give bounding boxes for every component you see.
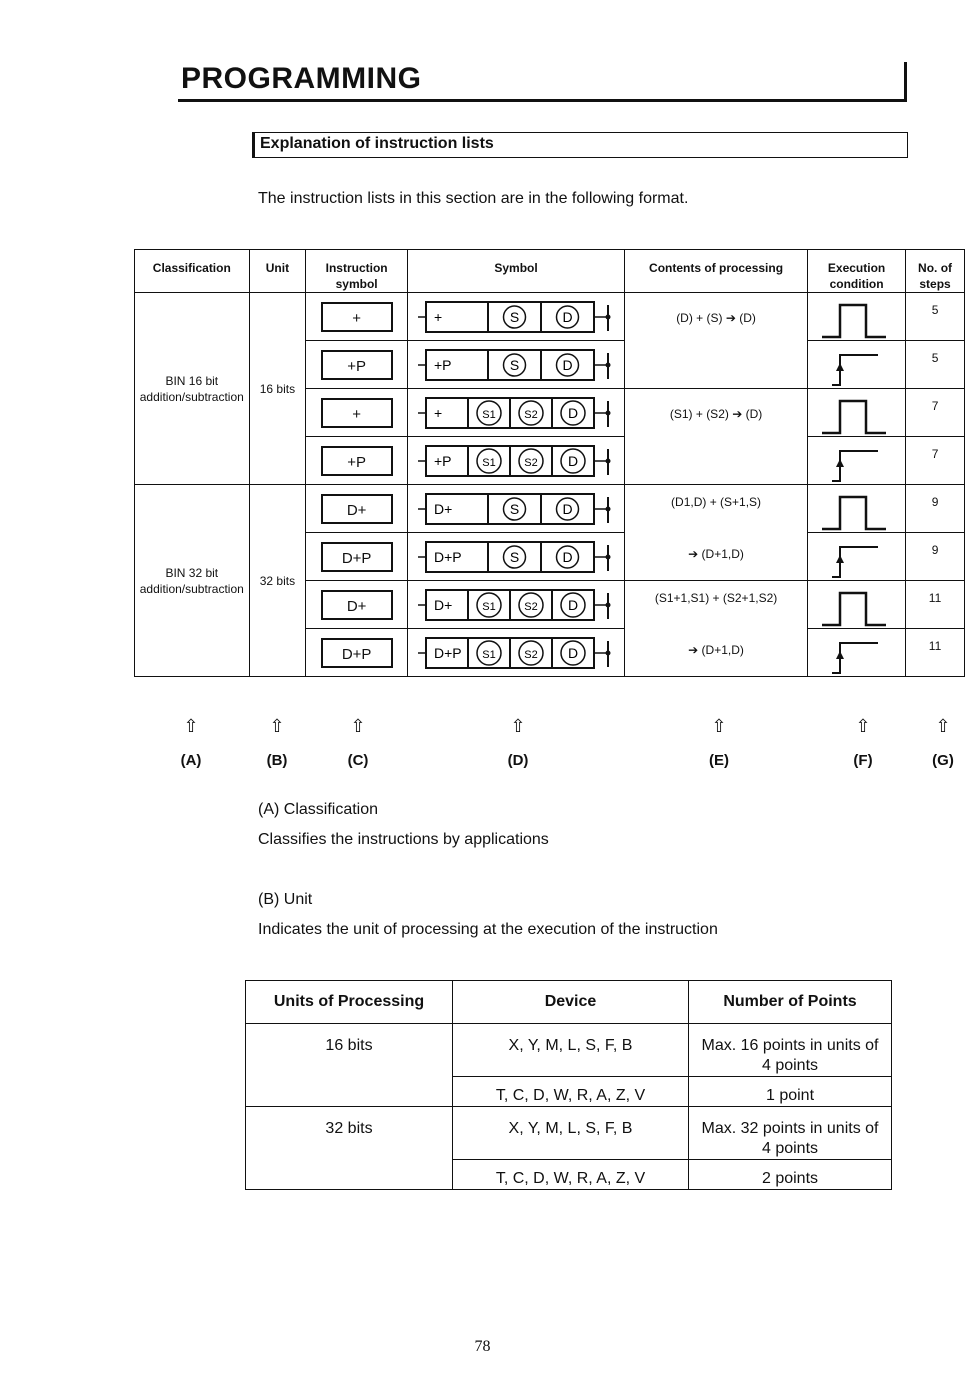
- points-cell: 1 point: [689, 1077, 892, 1107]
- header-unit: Unit: [249, 250, 306, 293]
- symbol-cell: [408, 581, 625, 629]
- rising-edge-icon: [808, 437, 905, 484]
- steps-cell: 7: [906, 389, 965, 437]
- instruction-format-table: [134, 249, 965, 677]
- table-row: [135, 485, 965, 533]
- points-cell: Max. 32 points in units of 4 points: [689, 1107, 892, 1160]
- steps-cell: 5: [906, 293, 965, 341]
- column-label: (F): [853, 752, 873, 769]
- ladder-symbol: [408, 437, 624, 484]
- units-header-points: Number of Points: [689, 981, 892, 1024]
- ladder-symbol: [408, 389, 624, 436]
- contents-cell: (D) + (S) ➔ (D): [625, 293, 808, 389]
- table-row: [246, 1107, 892, 1160]
- symbol-cell: [408, 629, 625, 677]
- device-cell: X, Y, M, L, S, F, B: [453, 1107, 689, 1160]
- contents-cell: (D1,D) + (S+1,S): [625, 485, 808, 533]
- device-cell: T, C, D, W, R, A, Z, V: [453, 1077, 689, 1107]
- steps-cell: 11: [906, 581, 965, 629]
- ladder-symbol: [408, 581, 624, 628]
- explanation-a-text: Classifies the instructions by applications: [258, 831, 549, 848]
- symbol-cell: [408, 437, 625, 485]
- page-title: PROGRAMMING: [181, 62, 422, 95]
- operand-label: S: [509, 501, 520, 517]
- header-classification: Classification: [135, 250, 250, 293]
- symbol-op: D+: [434, 501, 453, 517]
- instruction-cell: [306, 389, 408, 437]
- column-label: (G): [932, 752, 954, 769]
- ladder-symbol: [408, 533, 624, 580]
- symbol-op: D+: [434, 597, 453, 613]
- explanation-a-title: (A) Classification: [258, 801, 379, 818]
- operand-label: S2: [524, 457, 538, 469]
- operand-label: D: [562, 357, 573, 373]
- units-cell: 32 bits: [246, 1107, 453, 1190]
- points-cell: 2 points: [689, 1160, 892, 1190]
- column-label: (C): [347, 752, 369, 769]
- points-cell: Max. 16 points in units of 4 points: [689, 1024, 892, 1077]
- execution-cell: [808, 293, 906, 341]
- rising-edge-icon: [808, 341, 905, 388]
- pulse-condition-icon: [808, 293, 905, 340]
- instruction-symbol: +P: [321, 446, 393, 476]
- table-header-row: [135, 250, 965, 293]
- title-rule: [178, 99, 906, 102]
- explanation-b-title: (B) Unit: [258, 891, 313, 908]
- instruction-symbol: +: [321, 302, 393, 332]
- execution-cell: [808, 341, 906, 389]
- symbol-cell: [408, 293, 625, 341]
- instruction-cell: [306, 629, 408, 677]
- rising-edge-icon: [808, 533, 905, 580]
- table-row: [135, 293, 965, 341]
- units-cell: 16 bits: [246, 1024, 453, 1107]
- ladder-symbol: [408, 293, 624, 340]
- symbol-op: +P: [434, 453, 452, 469]
- rising-edge-icon: [808, 629, 905, 676]
- symbol-op: +P: [434, 357, 452, 373]
- rung-node: [606, 459, 611, 464]
- operand-label: D: [567, 405, 579, 421]
- operand-label: S1: [482, 457, 496, 469]
- rung-node: [606, 315, 611, 320]
- operand-label: D: [567, 453, 579, 469]
- rung-node: [606, 603, 611, 608]
- column-label: (E): [709, 752, 729, 769]
- page-number: 78: [474, 1338, 491, 1355]
- ladder-symbol: [408, 341, 624, 388]
- instruction-cell: [306, 581, 408, 629]
- column-label: (B): [266, 752, 288, 769]
- operand-label: D: [567, 645, 579, 661]
- units-of-processing-table: [245, 980, 892, 1190]
- column-arrow-icon: ⇧: [350, 716, 366, 736]
- instruction-symbol: D+: [321, 494, 393, 524]
- units-header-row: [246, 981, 892, 1024]
- section-heading: Explanation of instruction lists: [260, 135, 494, 152]
- steps-cell: 9: [906, 533, 965, 581]
- symbol-op: +: [434, 309, 443, 325]
- symbol-op: D+P: [434, 549, 462, 565]
- classification-cell: BIN 16 bit addition/subtraction: [135, 293, 250, 485]
- operand-label: S2: [524, 409, 538, 421]
- pulse-condition-icon: [808, 581, 905, 628]
- explanation-b-text: Indicates the unit of processing at the execution of the instruction: [258, 921, 718, 938]
- operand-label: D: [562, 549, 573, 565]
- operand-label: D: [562, 501, 573, 517]
- execution-cell: [808, 389, 906, 437]
- pulse-condition-icon: [808, 485, 905, 532]
- rung-node: [606, 507, 611, 512]
- execution-cell: [808, 485, 906, 533]
- ladder-symbol: [408, 485, 624, 532]
- operand-label: S2: [524, 601, 538, 613]
- operand-label: S: [509, 549, 520, 565]
- operand-label: D: [567, 597, 579, 613]
- instruction-cell: [306, 293, 408, 341]
- symbol-cell: [408, 485, 625, 533]
- contents-cell: ➔ (D+1,D): [625, 533, 808, 581]
- operand-label: S1: [482, 409, 496, 421]
- units-header-device: Device: [453, 981, 689, 1024]
- operand-label: S1: [482, 601, 496, 613]
- units-header-unit: Units of Processing: [246, 981, 453, 1024]
- column-arrow-icon: ⇧: [855, 716, 871, 736]
- column-arrow-icon: ⇧: [935, 716, 951, 736]
- symbol-op: D+P: [434, 645, 462, 661]
- operand-label: S: [509, 309, 520, 325]
- column-arrow-icon: ⇧: [510, 716, 526, 736]
- device-cell: T, C, D, W, R, A, Z, V: [453, 1160, 689, 1190]
- unit-cell: 32 bits: [249, 485, 306, 677]
- column-arrow-icon: ⇧: [711, 716, 727, 736]
- contents-cell: (S1+1,S1) + (S2+1,S2): [625, 581, 808, 629]
- unit-cell: 16 bits: [249, 293, 306, 485]
- header-instruction: Instruction symbol: [306, 250, 408, 293]
- rung-node: [606, 555, 611, 560]
- rung-node: [606, 651, 611, 656]
- instruction-cell: [306, 485, 408, 533]
- instruction-cell: [306, 341, 408, 389]
- instruction-symbol: D+P: [321, 638, 393, 668]
- header-execution: Execution condition: [808, 250, 906, 293]
- ladder-symbol: [408, 629, 624, 676]
- device-cell: X, Y, M, L, S, F, B: [453, 1024, 689, 1077]
- symbol-cell: [408, 389, 625, 437]
- steps-cell: 9: [906, 485, 965, 533]
- symbol-cell: [408, 533, 625, 581]
- steps-cell: 7: [906, 437, 965, 485]
- execution-cell: [808, 533, 906, 581]
- execution-cell: [808, 581, 906, 629]
- operand-label: D: [562, 309, 573, 325]
- column-arrow-icon: ⇧: [269, 716, 285, 736]
- symbol-cell: [408, 341, 625, 389]
- column-label: (D): [507, 752, 529, 769]
- operand-label: S1: [482, 649, 496, 661]
- instruction-cell: [306, 437, 408, 485]
- section-heading-box: [252, 132, 908, 158]
- column-arrow-icon: ⇧: [183, 716, 199, 736]
- pulse-condition-icon: [808, 389, 905, 436]
- operand-label: S: [509, 357, 520, 373]
- classification-cell: BIN 32 bit addition/subtraction: [135, 485, 250, 677]
- intro-text: The instruction lists in this section are in the following format.: [258, 190, 689, 207]
- title-rule-tick: [904, 62, 907, 102]
- header-symbol: Symbol: [408, 250, 625, 293]
- contents-cell: (S1) + (S2) ➔ (D): [625, 389, 808, 485]
- instruction-symbol: D+: [321, 590, 393, 620]
- rung-node: [606, 363, 611, 368]
- header-contents: Contents of processing: [625, 250, 808, 293]
- instruction-cell: [306, 533, 408, 581]
- instruction-symbol: +: [321, 398, 393, 428]
- steps-cell: 5: [906, 341, 965, 389]
- rung-node: [606, 411, 611, 416]
- table-row: [246, 1024, 892, 1077]
- contents-cell: ➔ (D+1,D): [625, 629, 808, 677]
- execution-cell: [808, 629, 906, 677]
- symbol-op: +: [434, 405, 443, 421]
- operand-label: S2: [524, 649, 538, 661]
- instruction-symbol: D+P: [321, 542, 393, 572]
- steps-cell: 11: [906, 629, 965, 677]
- header-steps: No. of steps: [906, 250, 965, 293]
- column-label: (A): [180, 752, 202, 769]
- execution-cell: [808, 437, 906, 485]
- instruction-symbol: +P: [321, 350, 393, 380]
